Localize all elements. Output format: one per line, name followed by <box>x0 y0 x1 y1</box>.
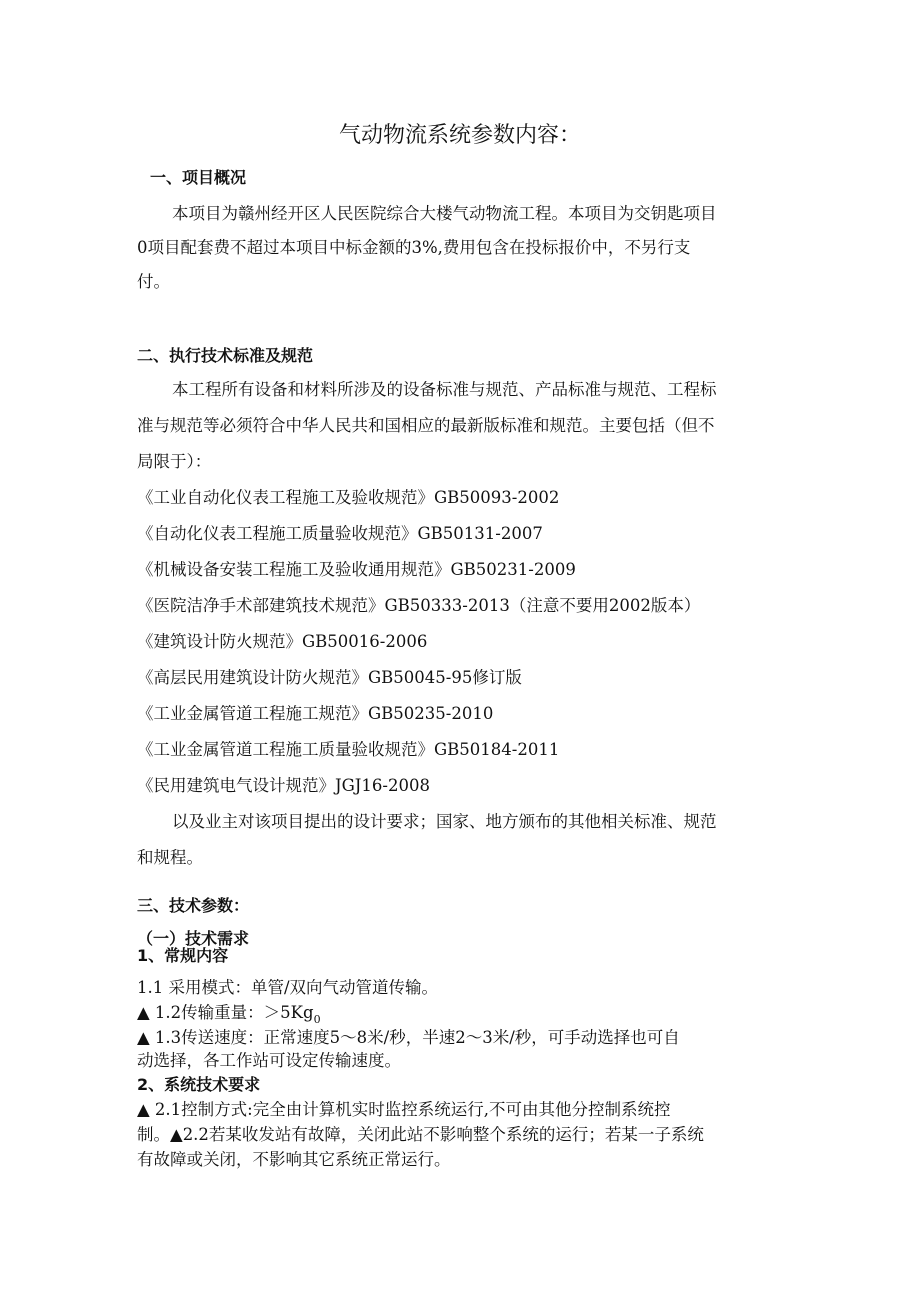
subsection-heading: 2、系统技术要求 <box>137 1075 261 1094</box>
parameter-text: ▲ 1.2传输重量：＞5Kg <box>137 1003 314 1022</box>
paragraph-line: 和规程。 <box>137 848 203 867</box>
parameter-line <box>137 1003 321 1025</box>
section-1-heading: 一、项目概况 <box>150 168 247 187</box>
paragraph-line: 本工程所有设备和材料所涉及的设备标准与规范、产品标准与规范、工程标 <box>172 380 717 399</box>
section-2-heading: 二、执行技术标准及规范 <box>137 346 314 365</box>
paragraph-line: 局限于）： <box>137 452 212 471</box>
paragraph-line: 本项目为赣州经开区人民医院综合大楼气动物流工程。本项目为交钥匙项目 <box>172 204 717 223</box>
standard-item: 《工业金属管道工程施工质量验收规范》GB50184-2011 <box>137 740 560 759</box>
paragraph-line: 0项目配套费不超过本项目中标金额的3%,费用包含在投标报价中，不另行支 <box>137 238 691 257</box>
standard-item: 《自动化仪表工程施工质量验收规范》GB50131-2007 <box>137 524 543 543</box>
subsection-heading: 1、常规内容 <box>137 946 229 965</box>
paragraph-line: 准与规范等必须符合中华人民共和国相应的最新版标准和规范。主要包括（但不 <box>137 416 715 435</box>
subscript-text: 0 <box>313 1013 321 1026</box>
standard-item: 《建筑设计防火规范》GB50016-2006 <box>137 632 428 651</box>
section-3-heading: 三、技术参数： <box>137 896 250 915</box>
paragraph-line: 以及业主对该项目提出的设计要求；国家、地方颁布的其他相关标准、规范 <box>172 812 717 831</box>
document-title: 气动物流系统参数内容： <box>338 123 581 148</box>
subsection-heading: （一）技术需求 <box>137 929 250 948</box>
standard-item: 《机械设备安装工程施工及验收通用规范》GB50231-2009 <box>137 560 576 579</box>
parameter-line: 1.1 采用模式：单管/双向气动管道传输。 <box>137 978 439 997</box>
paragraph-line: 付。 <box>137 272 170 291</box>
standard-item: 《医院洁净手术部建筑技术规范》GB50333-2013（注意不要用2002版本） <box>137 596 701 615</box>
parameter-line: ▲ 1.3传送速度：正常速度5～8米/秒，半速2～3米/秒，可手动选择也可自 <box>137 1028 680 1047</box>
standard-item: 《民用建筑电气设计规范》JGJ16-2008 <box>137 776 430 795</box>
parameter-line: ▲ 2.1控制方式:完全由计算机实时监控系统运行,不可由其他分控制系统控 <box>137 1100 671 1119</box>
parameter-line: 制。▲2.2若某收发站有故障，关闭此站不影响整个系统的运行；若某一子系统 <box>137 1125 704 1144</box>
standard-item: 《高层民用建筑设计防火规范》GB50045-95修订版 <box>137 668 522 687</box>
standard-item: 《工业金属管道工程施工规范》GB50235-2010 <box>137 704 494 723</box>
standard-item: 《工业自动化仪表工程施工及验收规范》GB50093-2002 <box>137 488 560 507</box>
parameter-line: 动选择，各工作站可设定传输速度。 <box>137 1051 401 1070</box>
parameter-line: 有故障或关闭，不影响其它系统正常运行。 <box>137 1150 451 1169</box>
